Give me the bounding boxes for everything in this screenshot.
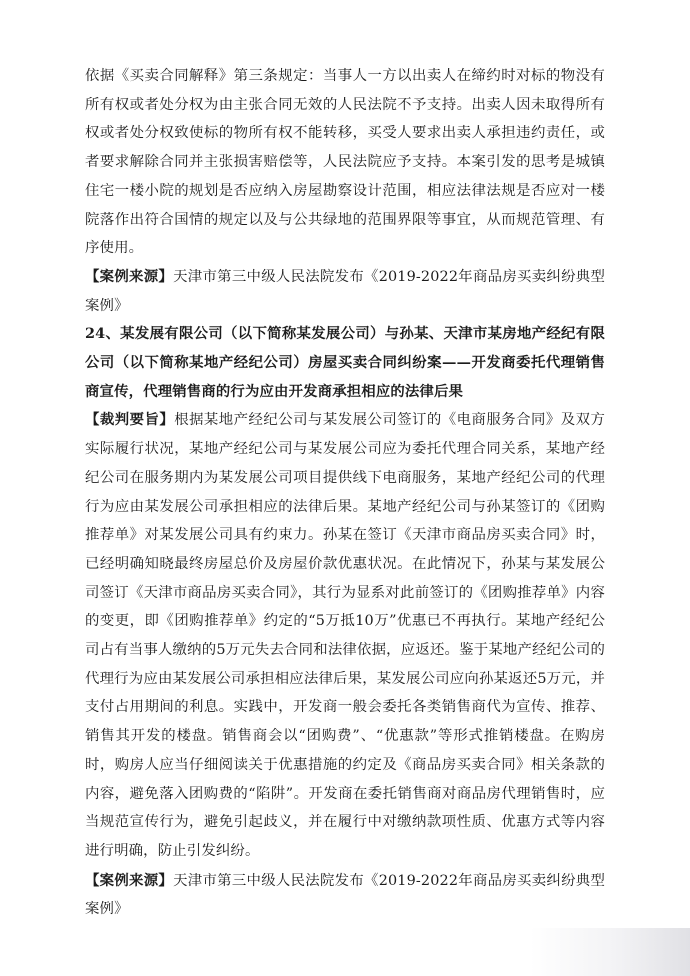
continuation-paragraph: 依据《买卖合同解释》第三条规定：当事人一方以出卖人在缔约时对标的物没有所有权或者处分权为由主张合同无效的人民法院不予支持。出卖人因未取得所有权或者处分权致使标的物所有权不能转移，买受人要求出卖人承担违约责任，或者要求解除合同并主张损害赔偿等，人民法院应予支持。本案引发的思考是城镇住宅一楼小院的规划是否应纳入房屋勘察设计范围，相应法律法规是否应对一楼院落作出符合国情的规定以及与公共绿地的范围界限等事宜，从而规范管理、有序使用。: [85, 68, 605, 257]
document-page: [85, 62, 605, 924]
ruling-text: 根据某地产经纪公司与某发展公司签订的《电商服务合同》及双方实际履行状况，某地产经纪公司与某发展公司应为委托代理合同关系，某地产经纪公司在服务期内为某发展公司项目提供线下电商服务，某地产经纪公司的代理行为应由某发展公司承担相应的法律后果。某地产经纪公司与孙某签订的《团购推荐单》对某发展公司具有约束力。孙某在签订《天津市商品房买卖合同》时，已经明确知晓最终房屋总价及房屋价款优惠状况。在此情况下，孙某与某发展公司签订《天津市商品房买卖合同》，其行为显系对此前签订的《团购推荐单》内容的变更，即《团购推荐单》约定的“5万抵10万”优惠已不再执行。某地产经纪公司占有当事人缴纳的5万元失去合同和法律依据，应返还。鉴于某地产经纪公司的代理行为应由某发展公司承担相应法律后果，某发展公司应向孙某返还5万元，并支付占用期间的利息。实践中，开发商一般会委托各类销售商代为宣传、推荐、销售其开发的楼盘。销售商会以“团购费”、“优惠款”等形式推销楼盘。在购房时，购房人应当仔细阅读关于优惠措施的约定及《商品房买卖合同》相关条款的内容，避免落入团购费的“陷阱”。开发商在委托销售商对商品房代理销售时，应当规范宣传行为，避免引起歧义，并在履行中对缴纳款项性质、优惠方式等内容进行明确，防止引发纠纷。: [85, 412, 605, 859]
case-source-2-label: 【案例来源】: [85, 871, 174, 889]
case-source-2: [85, 867, 605, 924]
case-source-1: [85, 263, 605, 320]
case-24-title: 24、某发展有限公司（以下简称某发展公司）与孙某、天津市某房地产经纪有限公司（以下简称某地产经纪公司）房屋买卖合同纠纷案——开发商委托代理销售商宣传，代理销售商的行为应由开发商承担相应的法律后果: [85, 325, 605, 400]
ruling-label: 【裁判要旨】: [85, 411, 175, 429]
case-source-2-text: 天津市第三中级人民法院发布《2019-2022年商品房买卖纠纷典型案例》: [85, 872, 605, 918]
scan-corner-shadow: [530, 928, 690, 976]
case-source-1-text: 天津市第三中级人民法院发布《2019-2022年商品房买卖纠纷典型案例》: [85, 268, 605, 314]
ruling-summary: [85, 406, 605, 865]
case-source-1-label: 【案例来源】: [85, 267, 174, 285]
